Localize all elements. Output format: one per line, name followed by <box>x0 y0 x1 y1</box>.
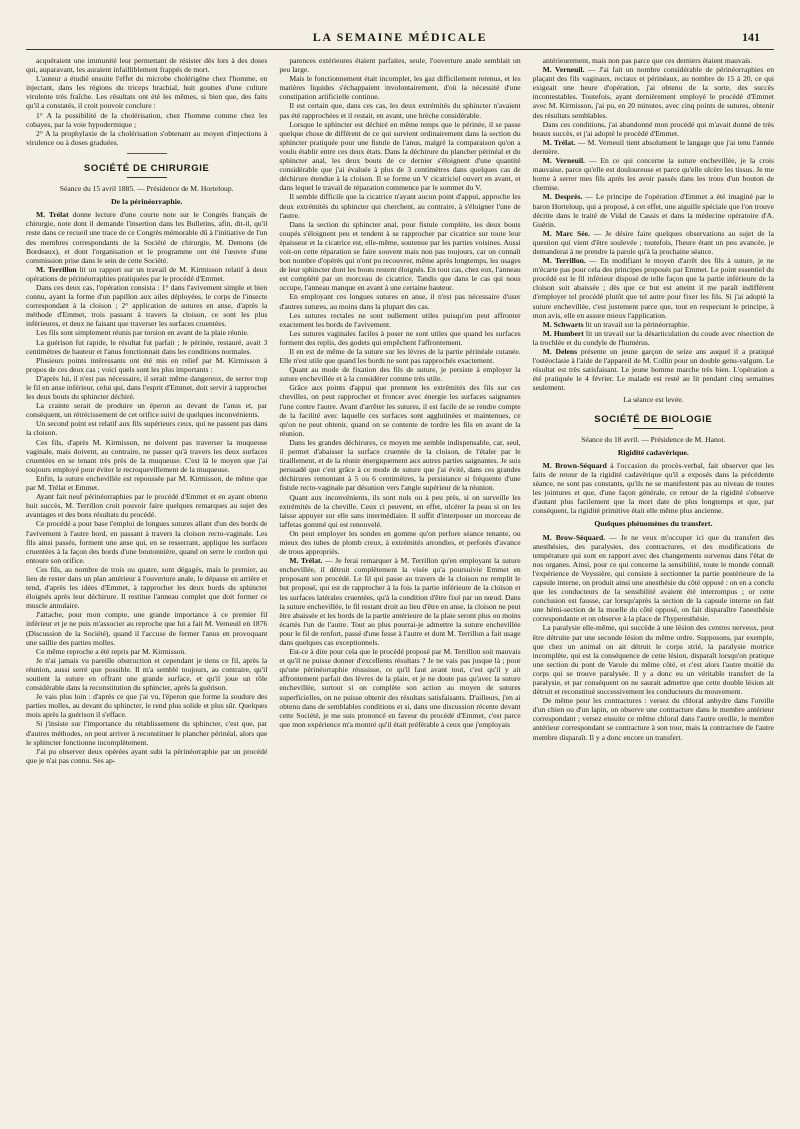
paragraph <box>533 696 774 741</box>
paragraph <box>26 747 267 765</box>
paragraph <box>26 692 267 719</box>
paragraph-text: Un second point est relatif aux fils supérieurs ceux, qui ne passent pas dans la cloison. <box>26 419 268 438</box>
paragraph-text: — Je ferai remarquer à M. Terrillon qu'en employant la suture enchevillée, il détruit complètement la visée qu'a poursuivie Emmet en proposant son procédé. Le fil qui passe au travers de la cloison ne remplit le but proposé, qui est de rapprocher à la fois la partie inférieure de la cloison et les surfaces latérales cruentées, qu'à la condition d'être fixé par un nœud. Dans la suture enchevillée, le fil restant droit au lieu d'être en anse, la cloison ne peut être abaissée et les bords de la partie antérieure de la plaie seront plus ou moins écartés l'un de l'autre. Tout au plus pourrai-je admettre la suture enchevillée pour le fil de renfort, passé d'une fesse à l'autre et dont M. Terrillon a fait usage dans quelques cas exceptionnels. <box>279 556 521 647</box>
paragraph <box>279 192 520 219</box>
speaker-name: M. Terrillon. <box>542 256 586 266</box>
paragraph-text: lit un travail sur la périnéorraphie. <box>583 319 690 329</box>
paragraph-text: Lorsque le sphincter est déchiré en même temps que le périnée, il se passe quelque chose de différent de ce qui survient ordinairement dans la section du sphincter pratiquée pour une fistule de l'anus, malgré la comparaison qu'on a voulu établir entre ces deux états. Dans la déchirure du plancher périnéal et du sphincter anal, les deux bouts de ce dernier s'éloignent d'une quantité considérable que j'ai évaluée à plus de 3 centimètres dans quelques cas de déchirure étendue à la cloison. Il se forme un V cicatriciel ouvert en avant, et dans lequel le travail de réparation commence par le sommet du V. <box>279 119 521 193</box>
paragraph-text: Mais le fonctionnement était incomplet, les gaz difficilement retenus, et les matières liquides s'échappaient involontairement, d'où la nécessité d'une constipation artificielle continue. <box>279 74 521 102</box>
paragraph-text: Les sutures rectales ne sont nullement utiles puisqu'on peut affronter exactement les bords de l'avivement. <box>279 310 521 329</box>
paragraph-text: Il est certain que, dans ces cas, les deux extrémités du sphincter n'avaient pas été rapprochées et il restait, en avant, une brèche considérable. <box>279 101 521 120</box>
paragraphs <box>279 56 520 729</box>
paragraph <box>279 647 520 729</box>
speaker-name: M. Brown-Séquard <box>542 460 607 470</box>
paragraph <box>533 56 774 65</box>
subhead-perineorraphie: De la périnéorraphie. <box>111 197 183 207</box>
paragraph <box>533 256 774 320</box>
column-1 <box>26 56 267 1116</box>
paragraph <box>26 328 267 337</box>
speaker-name: M. Trélat. <box>542 137 576 147</box>
paragraph <box>26 656 267 692</box>
paragraph <box>279 365 520 383</box>
paragraph-text: Enfin, la suture enchevillée est repoussée par M. Kirmisson, de même que par M. Trélat et Emmet. <box>26 473 268 493</box>
section-title-chirurgie: SOCIÉTÉ DE CHIRURGIE <box>83 162 210 174</box>
paragraph-text: Dans ces conditions, j'ai abandonné mon procédé qui m'avait donné de très beaux succès, et j'ai adopté le procédé d'Emmet. <box>532 119 774 138</box>
paragraph-text: Dans la section du sphincter anal, pour fistule complète, les deux bouts coupés s'éloignent peu et tendent à se rapprocher par cicatrice sur toute leur épaisseur et la cicatrice est, elle-même, soutenue par les parties voisines. Aussi voit-on cette réparation se faire souvent mais non pas toujours, car on connaît bon nombre d'opérés qui n'ont pu recouvrer, même après longtemps, les usages de leur sphincter dont les bouts restent éloignés. En tout cas, chez eux, l'anneau est complété par un morceau de cicatrice. Tandis que dans le cas qui nous occupe, l'anneau manque en avant à une certaine hauteur. <box>279 219 521 293</box>
section-rule <box>633 428 673 429</box>
paragraph <box>279 383 520 438</box>
paragraph-text: — J'ai fait un nombre considérable de périnéorraphies en plaçant des fils vaginaux, rectaux et périnéaux, au nombre de 15 à 20, ce qui exigeait une heure d'opération, j'ai obtenu de la sorte, des succès incontestables. Toutefois, ayant dernièrement employé le procédé d'Emmet avec M. Kirmisson, j'ai pu, en 20 minutes, avec cinq points de sutures, obtenir des résultats semblables. <box>532 65 774 120</box>
paragraph-text: Si j'insiste sur l'importance du rétablissement du sphincter, c'est que, par d'autres méthodes, on peut arriver à reconstituer le plancher périnéal, alors que le sphincter fonctionne incomplètement. <box>26 719 268 747</box>
paragraph <box>533 138 774 156</box>
paragraph-text: à l'occasion du procès-verbal, fait observer que les faits de retour de la rigidité cadavérique qu'il a exposés dans la précédente séance, ne sont pas constants, qu'ils ne se manifestent pas au niveau de toutes les jointures et que, d'une façon générale, ce retour de la rigidité s'observe d'autant plus facilement que la mort date de plus longtemps et que, par conséquent, la rigidité primitive était elle même plus ancienne. <box>532 460 774 516</box>
paragraph <box>26 474 267 492</box>
paragraph <box>533 156 774 192</box>
paragraph-text: — Le principe de l'opération d'Emmet a été imaginé par le baron Horteloup, qui a proposé, à cet effet, une aiguille spéciale que l'on trouve décrite dans le traité de Vidal de Cassis et dans la médecine opératoire d'A. Guérin. <box>532 192 774 229</box>
speaker-name: M. Marc Sée. <box>542 228 590 238</box>
paragraph-text: Il semble difficile que la cicatrice n'ayant aucun point d'appui, approche les deux extrémités du sphincter qui cherchent, au contraire, à s'éloigner l'une de l'autre. <box>279 192 521 220</box>
paragraph <box>533 192 774 228</box>
paragraph-text: Grâce aux points d'appui que prennent les extrémités des fils sur ces chevilles, on peut rapprocher et froncer avec énergie les surfaces saignantes l'une contre l'autre. Avant d'arrêter les sutures, il est facile de se rendre compte de la facilité avec laquelle ces surfaces sont agglutinées et maintenues, ce qu'on ne peut obtenir, quand on se contente de tordre les fils en avant de la réunion. <box>279 383 521 438</box>
meeting-line: Séance du 18 avril. — Présidence de M. Hanot. <box>581 434 726 444</box>
paragraph <box>26 647 267 656</box>
speaker-name: M. Brow-Séquard. <box>542 532 606 542</box>
text-columns <box>26 56 774 1116</box>
paragraph <box>533 120 774 138</box>
paragraph-text: Il en est de même de la suture sur les lèvres de la partie périnéale cutanée. Elle n'est utile que quand les bords ne sont pas rapprochés exactement. <box>279 347 521 366</box>
paragraph <box>279 220 520 293</box>
paragraph-text: D'après lui, il n'est pas nécessaire, il serait même dangereux, de serrer trop le fil en anse inférieur, celui qui, dans l'esprit d'Emmet, doit servir à rapprocher les deux bouts du sphincter déchiré. <box>26 373 268 402</box>
paragraph <box>26 719 267 746</box>
paragraph <box>533 329 774 347</box>
speaker-name: M. Verneuil. <box>542 156 585 166</box>
intro-text <box>26 56 267 147</box>
paragraph-text: Je n'ai jamais vu pareille obstruction et cependant je tiens ce fil, après la réunion, aussi serré que possible. Il m'a semblé toujours, au contraire, qu'il soutient la suture en offrant une grande surface, et qu'il joue un rôle considérable dans la reconstitution du sphincter, après la guérison. <box>26 655 268 693</box>
paragraphs <box>533 56 774 392</box>
paragraph-text: La crainte serait de produire un éperon au devant de l'anus et, par conséquent, un rétrécissement de cet orifice suivi de quelques inconvénients. <box>26 401 268 420</box>
paragraph-text: Ces fils, au nombre de trois ou quatre, sont dégagés, mais le premier, au lieu de rester dans un plan antérieur à l'ouverture anale, le dépasse en arrière et tend, d'après les idées d'Emmet, à rapprocher les deux bords du sphincter éloignés après leur déchirure. Il restitue l'anneau complet que doit former ce muscle annulaire. <box>26 564 268 611</box>
paragraph <box>533 65 774 120</box>
paragraph <box>533 320 774 329</box>
paragraph <box>279 529 520 556</box>
paragraph-text: Ayant fait neuf périnéorraphies par le procédé d'Emmet et en ayant obtenu huit succès, M. Terrillon croit pouvoir faire quelques remarques au sujet des avantages et des bons résultats du procédé. <box>26 492 268 520</box>
paragraph <box>279 347 520 365</box>
paragraph: 1° A la possibilité de la cholérisation, chez l'homme comme chez les cobayes, par la voie hypodermique ; <box>26 110 268 129</box>
paragraph: 2° A la prophylaxie de la cholérisation s'obtenant au moyen d'injections à virulence ou à doses graduées. <box>26 128 268 147</box>
paragraph <box>533 533 774 624</box>
paragraph-text: La guérison fut rapide, le résultat fut parfait ; le périnée, restauré, avait 3 centimètres de hauteur et l'anus fonctionnait dans les conditions normales. <box>26 337 268 356</box>
paragraph-text: — En ce qui concerne la suture enchevillée, je la crois mauvaise, parce qu'elle est douloureuse et parce qu'elle ulcère les tissus. Je me borne à serrer mes fils après les avoir passés dans les trous d'un bouton de chemise. <box>532 156 774 193</box>
paragraph-text: — Je ne veux m'occuper ici que du transfert des anesthésies, des paralysies, des contractures, et des modifications de température qui sont en rapport avec des changements survenus dans l'état de nos organes. Ainsi, pour ce qui concerne la sensibilité, toute le monde connaît l'expérience de Veyssière, qui consiste à sectionner la partie postérieure de la capsule interne, on produit ainsi une anesthésie du côté opposé : on en a conclu que les conducteurs de la sensibilité avaient été interrompus ; or cette conclusion est fausse, car lorsqu'après la section de la capsule interne on fait une hémi-section de la moelle du côté opposé, on fait disparaître l'anesthésie correspondante et on observe à la place de l'hyperesthésie. <box>532 532 774 624</box>
paragraphs <box>26 210 267 765</box>
paragraph <box>26 210 267 265</box>
paragraph <box>26 374 267 401</box>
paragraph-text: De même pour les contractures : versez du chloral anhydre dans l'oreille d'un chien ou d'un lapin, on observe une contracture dans le membre antérieur correspondant ; versez ensuite ce même chloral dans l'autre oreille, le membre antérieur correspondant se contracture à son tour, mais la contracture de l'autre membre disparaît. Il y a donc encore un transfert. <box>532 696 774 742</box>
paragraph <box>279 292 520 310</box>
column-separator-rule <box>127 153 167 154</box>
section-title-biologie: SOCIÉTÉ DE BIOLOGIE <box>594 413 713 425</box>
paragraph-text: Ce même reproche a été repris par M. Kirmisson. <box>36 646 187 656</box>
paragraphs <box>533 461 774 516</box>
paragraph-text: — En modifiant le moyen d'arrêt des fils à suture, je ne m'écarte pas pour cela des principes proposés par Emmet. Le point essentiel du procédé est le fil inférieur disposé de telle façon que la partie inférieure de la cloison soit abaissée ; dès que ce but est atteint il me paraît indifférent d'employer tel procédé plutôt que tel autre pour fixer les fils. Si j'ai adopté la suture enchevillée, c'est justement parce que, tout en respectant le principe, à mon avis, elle en assure mieux l'application. <box>532 256 774 320</box>
paragraph <box>26 419 267 437</box>
paragraph-text: Les sutures vaginales faciles à poser ne sont utiles que quand les surfaces forment des replis, des godets qui empêchent l'affrontement. <box>279 328 521 347</box>
paragraph <box>279 311 520 329</box>
paragraph <box>533 623 774 696</box>
paragraph-text: J'attache, pour mon compte, une grande importance à ce premier fil inférieur et je ne puis m'associer au reproche que lui a fait M. Verneuil en 1876 (Discussion de la Société), quand il l'accuse de fermer l'anus en provoquant une saillie des parties molles. <box>26 610 268 647</box>
paragraph <box>26 492 267 519</box>
section-rule <box>127 177 167 178</box>
paragraph-text: Quant au mode de fixation des fils de suture, je persiste à employer la suture enchevillée et à la considérer comme très utile. <box>279 365 521 384</box>
paragraph: L'auteur a étudié ensuite l'effet du microbe cholérigène chez l'homme, en injectant, dans les régions du triceps brachial, huit gouttes d'une culture virulente très fraîche. Les résultats ont été les mêmes, si bien que, des faits qu'il a constatés, il croit pouvoir conclure : <box>26 74 268 111</box>
paragraph-text: Plusieurs points intéressants ont été mis en relief par M. Kirmisson à propos de ces deux cas ; voici quels sont les plus importants : <box>26 355 268 374</box>
paragraphs <box>533 533 774 742</box>
paragraph <box>279 556 520 647</box>
paragraph <box>26 356 267 374</box>
page-number: 141 <box>742 30 760 44</box>
paragraph <box>26 338 267 356</box>
paragraph <box>279 329 520 347</box>
speaker-name: M. Terrillon <box>36 264 77 274</box>
paragraph-text: Je vais plus loin : d'après ce que j'ai vu, l'éperon que forme la soudure des parties molles, au devant du sphincter, le rend plus solide et plus sûr. Quelques mois après la guérison il s'efface. <box>26 692 268 720</box>
paragraph <box>279 438 520 493</box>
paragraph-text: On peut employer les sondes en gomme qu'on perfore séance tenante, ou mieux des tubes de plomb creux, à extrémités arrondies, et perforés d'avance de trous appropriés. <box>279 528 521 557</box>
paragraph-text: Ce procédé a pour base l'emploi de longues sutures allant d'un des bords de l'avivement à l'autre bord, en passant à travers la cloison recto-vaginale. Les fils ainsi passés, forment une anse qui, en se resserrant, applique les surfaces cruentées à la façon des bords d'une boutonnière, quand on serre le cordon qui entoure son orifice. <box>26 519 268 565</box>
paragraph: acquéraient une immunité leur permettant de résister dès lors à des doses qui, auparavant, les auraient infailliblement frappés de mort. <box>26 56 268 75</box>
speaker-name: M. Humbert <box>542 328 584 338</box>
meeting-line: Séance du 15 avril 1885. — Présidence de M. Horteloup. <box>59 184 234 194</box>
journal-title: LA SEMAINE MÉDICALE <box>312 30 488 44</box>
paragraph <box>26 565 267 610</box>
paragraph <box>26 519 267 564</box>
speaker-name: M. Schwarts <box>542 319 584 329</box>
paragraph <box>533 461 774 516</box>
paragraph <box>279 120 520 193</box>
paragraph-text: Dans les grandes déchirures, ce moyen me semble indispensable, car, seul, il permet d'abaisser la surface cruentée de la cloison, de l'étaler par le tiraillement, et de la réunir énergiquement aux autres parties saignantes. Je suis persuadé que c'est grâce à ce mode de suture que j'ai évité, dans ces grandes déchirures remontant à 5 ou 6 centimètres, la persistance si fréquente d'une fistule recto-vaginale par désunion vers l'angle supérieur de la réunion. <box>279 437 521 493</box>
paragraph-text: antérieurement, mais non pas parce que ces derniers étaient mauvais. <box>542 56 753 65</box>
paragraph-text: En employant ces longues sutures en anse, il n'est pas nécessaire d'user d'autres sutures, au moins dans la plupart des cas. <box>279 292 521 311</box>
speaker-name: M. Trélat <box>36 210 69 220</box>
paragraph <box>26 401 267 419</box>
paragraph <box>279 101 520 119</box>
paragraph-text: — M. Verneuil tient absolument le langage que j'ai tenu l'année dernière. <box>532 137 774 156</box>
paragraph <box>26 265 267 283</box>
paragraph-text: lit un travail sur la désarticulation du coude avec résection de la trochlée et du condyle de l'humérus. <box>532 328 774 347</box>
paragraph-text: Est-ce à dire pour cela que le procédé proposé par M. Terrillon soit mauvais et qu'il ne puisse donner d'excellents résultats ? Je ne vais pas jusque là ; pour qu'une périnéorraphie réussisse, ce qu'il faut avant tout, c'est qu'il y ait affrontement parfait des lèvres de la plaie, et je ne doute pas qu'avec la suture enchevillée, surtout si on complète son action au moyen de sutures superficielles, on ne puisse obtenir des résultats satisfaisants. D'ailleurs, j'en ai obtenu dans de semblables conditions et si, dans une discussion récente devant cette Société, je me suis prononcé en faveur du procédé d'Emmet, c'est parce que mon expérience m'a montré qu'il était préférable à ceux que j'employais <box>279 647 521 729</box>
paragraph-text: — Je désire faire quelques observations au sujet de la question qui vient d'être soulevée ; toutefois, l'heure étant un peu avancée, je demanderai à ne prendre la parole qu'à la prochaine séance. <box>532 228 774 256</box>
speaker-name: M. Trélat. <box>289 556 323 566</box>
paragraph-text: J'ai pu observer deux opérées ayant subi la périnéorraphie par un procédé que je n'ai pas connu. Ses ap- <box>26 746 268 765</box>
paragraph-text: La paralysie elle-même, qui succède à une lésion des centres nerveux, peut être détruite par une seconde lésion du même ordre. Supposons, par exemple, que chez un animal on ait détruit le corps strié, la paralysie motrice incomplète, qui est la conséquence de cette lésion, disparaît lorsqu'on pratique une section du pont de Varole du même côté, et c'est alors l'autre moitié du corps qui se trouve paralysée. Il y a donc eu un véritable transfert de la paralysie, et par conséquent on ne saurait admettre que cette double lésion ait détruit et reconstitué successivement les conducteurs du mouvement. <box>532 623 774 697</box>
speaker-name: M. Desprès. <box>542 192 583 202</box>
paragraph <box>279 56 520 74</box>
subhead-transfert: Quelques phénomènes du transfert. <box>594 519 713 529</box>
paragraph <box>279 493 520 529</box>
paragraph-text: Ces fils, d'après M. Kirmisson, ne doivent pas traverser la muqueuse vaginale, mais doivent, au contraire, ne passer qu'à travers les deux surfaces cruentées en se tenant très près de la muqueuse. C'est là le moyen que j'ai toujours employé pour éviter le recroquevillement de la muqueuse. <box>26 437 268 474</box>
paragraph-text: Quant aux inconvénients, ils sont nuls ou à peu près, si on surveille les extrémités de la cheville. Ceux ci peuvent, en effet, ulcérer la peau si on les laisse appuyer sur elle sans intermédiaire. Il suffit d'interposer un morceau de taffetas gommé qui est renouvelé. <box>279 492 521 529</box>
speaker-name: M. Verneuil. <box>542 65 585 75</box>
header-rule <box>26 49 774 50</box>
paragraph <box>26 610 267 646</box>
paragraph <box>533 229 774 256</box>
paragraph-text: lit un rapport sur un travail de M. Kirmisson relatif à deux opérations de périnéorraphies pratiquées par le procédé d'Emmet. <box>26 264 268 283</box>
paragraph <box>533 347 774 392</box>
column-2 <box>279 56 520 1116</box>
paragraph-text: parences extérieures étaient parfaites, seule, l'ouverture anale semblait un peu large. <box>279 56 521 75</box>
paragraph <box>26 283 267 328</box>
running-header <box>26 30 774 50</box>
paragraph-text: présente un jeune garçon de seize ans auquel il a pratiqué l'ostéoclasie à l'aide de l'appareil de M. Collin pour un double genu-valgum. Le résultat est très satisfaisant. Le jeune homme marche très bien. L'opération a été pratiquée le 4 février. Le malade est resté au lit pendant cinq semaines seulement. <box>532 347 774 393</box>
speaker-name: M. Delens <box>542 347 578 356</box>
paragraph-text: donne lecture d'une courte note sur le Congrès français de chirurgie, note dont il demande l'insertion dans les Bulletins, afin, dit-il, qu'il reste dans ce recueil une trace de ce Congrès mémorable dû à l'initiative de l'un des membres correspondants de la Société de chirurgie, M. Demons (de Bordeaux), et dont l'organisation et le programme ont été l'œuvre d'une commission prise dans le sein de cette Société. <box>26 210 268 265</box>
subhead-rigidite: Rigidité cadavérique. <box>617 447 689 457</box>
paragraph-text: Dans ces deux cas, l'opération consista : 1° dans l'avivement simple et bien connu, ayant la forme d'un papillon aux ailes déployées, le corps de l'insecte correspondant à la cloison ; 2° application de sutures en anse, d'après la méthode d'Emmet, trois passant à travers la cloison, ce sont les plus inférieures, et deux ne faisant que traverser les surfaces cruentées. <box>26 282 268 329</box>
column-3 <box>533 56 774 1116</box>
paragraph-text: Les fils sont simplement réunis par torsion en avant de la plaie réunie. <box>36 328 249 338</box>
closing-line: La séance est levée. <box>623 395 684 405</box>
paragraph <box>26 438 267 474</box>
paragraph <box>279 74 520 101</box>
